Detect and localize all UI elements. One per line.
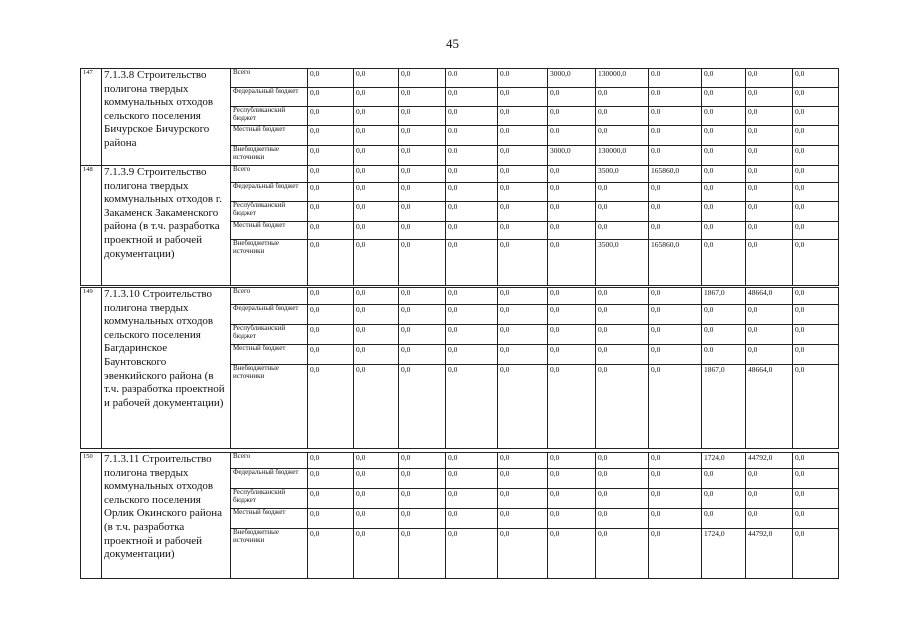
- amount-cell: 0,0: [498, 202, 548, 222]
- amount-cell: 0,0: [498, 345, 548, 365]
- amount-cell: 0,0: [308, 222, 354, 240]
- amount-cell: 0,0: [596, 365, 649, 449]
- amount-cell: 0,0: [596, 202, 649, 222]
- amount-cell: 0,0: [308, 529, 354, 579]
- amount-cell: 0,0: [354, 469, 399, 489]
- amount-cell: 0,0: [793, 305, 839, 325]
- amount-cell: 0,0: [548, 166, 596, 183]
- amount-cell: 165860,0: [649, 240, 702, 286]
- amount-cell: 0,0: [308, 146, 354, 166]
- amount-cell: 0.0: [649, 126, 702, 146]
- funding-source: Федеральный бюджет: [231, 88, 308, 107]
- amount-cell: 0,0: [446, 240, 498, 286]
- amount-cell: 0,0: [793, 126, 839, 146]
- amount-cell: 0,0: [399, 345, 446, 365]
- amount-cell: 0,0: [548, 305, 596, 325]
- funding-row: [81, 288, 839, 305]
- amount-cell: 0,0: [793, 453, 839, 469]
- amount-cell: 3000,0: [548, 69, 596, 88]
- amount-cell: 0,0: [446, 166, 498, 183]
- amount-cell: 0,0: [548, 469, 596, 489]
- amount-cell: 0,0: [446, 107, 498, 126]
- amount-cell: 0,0: [446, 288, 498, 305]
- amount-cell: 0,0: [354, 146, 399, 166]
- amount-cell: 0,0: [746, 183, 793, 202]
- amount-cell: 0,0: [596, 325, 649, 345]
- amount-cell: 0,0: [354, 88, 399, 107]
- amount-cell: 0.0: [446, 146, 498, 166]
- amount-cell: 0,0: [746, 345, 793, 365]
- amount-cell: 0,0: [399, 166, 446, 183]
- amount-cell: 0,0: [498, 325, 548, 345]
- amount-cell: 0,0: [793, 469, 839, 489]
- amount-cell: 0,0: [399, 365, 446, 449]
- amount-cell: 0,0: [793, 202, 839, 222]
- amount-cell: 0,0: [548, 325, 596, 345]
- amount-cell: 0,0: [446, 222, 498, 240]
- amount-cell: 0,0: [793, 529, 839, 579]
- amount-cell: 0,0: [702, 305, 746, 325]
- amount-cell: 1724,0: [702, 453, 746, 469]
- amount-cell: 0,0: [308, 183, 354, 202]
- amount-cell: 0,0: [354, 489, 399, 509]
- row-number: 150: [81, 453, 102, 579]
- amount-cell: 0,0: [746, 146, 793, 166]
- project-group-table: [80, 68, 839, 166]
- amount-cell: 0,0: [399, 183, 446, 202]
- amount-cell: 1867,0: [702, 365, 746, 449]
- amount-cell: 0,0: [793, 88, 839, 107]
- row-number: 149: [81, 288, 102, 449]
- amount-cell: 0,0: [308, 69, 354, 88]
- funding-source: Федеральный бюджет: [231, 305, 308, 325]
- amount-cell: 0,0: [308, 240, 354, 286]
- amount-cell: 0,0: [649, 202, 702, 222]
- amount-cell: 0,0: [596, 183, 649, 202]
- amount-cell: 0,0: [308, 88, 354, 107]
- amount-cell: 0,0: [548, 345, 596, 365]
- amount-cell: 0,0: [596, 107, 649, 126]
- amount-cell: 0,0: [446, 453, 498, 469]
- amount-cell: 0,0: [746, 88, 793, 107]
- amount-cell: 0,0: [548, 202, 596, 222]
- amount-cell: 0,0: [596, 126, 649, 146]
- amount-cell: 0,0: [354, 126, 399, 146]
- project-description: 7.1.3.10 Строительство полигона твердых коммунальных отходов сельского поселения Багдаринское Баунтовского эвенкийского района (в т.ч. разработка проектной и рабочей документации): [102, 288, 231, 449]
- amount-cell: 0,0: [548, 489, 596, 509]
- amount-cell: 0,0: [498, 509, 548, 529]
- amount-cell: 0,0: [702, 325, 746, 345]
- amount-cell: 0,0: [596, 509, 649, 529]
- amount-cell: 0,0: [498, 107, 548, 126]
- amount-cell: 0,0: [548, 107, 596, 126]
- amount-cell: 0,0: [308, 202, 354, 222]
- amount-cell: 0,0: [649, 222, 702, 240]
- amount-cell: 0,0: [746, 325, 793, 345]
- amount-cell: 0,0: [498, 222, 548, 240]
- amount-cell: 0,0: [399, 469, 446, 489]
- amount-cell: 0,0: [548, 88, 596, 107]
- amount-cell: 0,0: [446, 345, 498, 365]
- funding-source: Местный бюджет: [231, 222, 308, 240]
- amount-cell: 0,0: [793, 288, 839, 305]
- amount-cell: 0,0: [354, 183, 399, 202]
- amount-cell: 0.0: [649, 146, 702, 166]
- amount-cell: 0.0: [498, 69, 548, 88]
- amount-cell: 0,0: [354, 345, 399, 365]
- amount-cell: 0,0: [793, 222, 839, 240]
- amount-cell: 0,0: [702, 183, 746, 202]
- amount-cell: 0,0: [308, 509, 354, 529]
- amount-cell: 165860,0: [649, 166, 702, 183]
- amount-cell: 0,0: [498, 529, 548, 579]
- amount-cell: 0,0: [354, 222, 399, 240]
- amount-cell: 0,0: [399, 529, 446, 579]
- amount-cell: 0,0: [649, 509, 702, 529]
- funding-source: Федеральный бюджет: [231, 469, 308, 489]
- amount-cell: 0,0: [446, 489, 498, 509]
- amount-cell: 0.0: [446, 126, 498, 146]
- amount-cell: 0,0: [498, 166, 548, 183]
- project-description: 7.1.3.9 Строительство полигона твердых коммунальных отходов г. Закаменск Закаменского района (в т.ч. разработка проектной и рабочей документации): [102, 166, 231, 286]
- amount-cell: 0,0: [596, 345, 649, 365]
- amount-cell: 0,0: [649, 365, 702, 449]
- amount-cell: 0,0: [498, 288, 548, 305]
- amount-cell: 44792,0: [746, 529, 793, 579]
- amount-cell: 0,0: [446, 202, 498, 222]
- amount-cell: 0,0: [746, 166, 793, 183]
- amount-cell: 1867,0: [702, 288, 746, 305]
- amount-cell: 0,0: [308, 469, 354, 489]
- funding-row: [81, 166, 839, 183]
- amount-cell: 0,0: [649, 325, 702, 345]
- amount-cell: 0.0: [548, 126, 596, 146]
- amount-cell: 0,0: [354, 107, 399, 126]
- row-number: 148: [81, 166, 102, 286]
- amount-cell: 0.0: [649, 69, 702, 88]
- amount-cell: 0,0: [793, 509, 839, 529]
- amount-cell: 0,0: [498, 240, 548, 286]
- amount-cell: 0,0: [308, 305, 354, 325]
- amount-cell: 0,0: [548, 183, 596, 202]
- amount-cell: 0,0: [354, 240, 399, 286]
- amount-cell: 0,0: [793, 325, 839, 345]
- amount-cell: 1724,0: [702, 529, 746, 579]
- amount-cell: 0,0: [498, 469, 548, 489]
- amount-cell: 0.0: [498, 126, 548, 146]
- funding-source: Республиканский бюджет: [231, 325, 308, 345]
- funding-row: [81, 69, 839, 88]
- project-group-table: [80, 287, 839, 449]
- amount-cell: 0,0: [793, 107, 839, 126]
- amount-cell: 0,0: [548, 240, 596, 286]
- amount-cell: 0,0: [746, 69, 793, 88]
- amount-cell: 0,0: [702, 69, 746, 88]
- project-description: 7.1.3.11 Строительство полигона твердых коммунальных отходов сельского поселения Орлик Окинского района (в т.ч. разработка проектной и рабочей документации): [102, 453, 231, 579]
- project-group-table: [80, 452, 839, 579]
- project-description: 7.1.3.8 Строительство полигона твердых коммунальных отходов сельского поселения Бичурское Бичурского района: [102, 69, 231, 166]
- amount-cell: 0,0: [354, 365, 399, 449]
- amount-cell: 0,0: [446, 509, 498, 529]
- amount-cell: 0,0: [399, 509, 446, 529]
- amount-cell: 0,0: [548, 222, 596, 240]
- funding-source: Всего: [231, 453, 308, 469]
- funding-source: Местный бюджет: [231, 509, 308, 529]
- amount-cell: 0,0: [702, 166, 746, 183]
- amount-cell: 0,0: [399, 489, 446, 509]
- amount-cell: 0.0: [702, 107, 746, 126]
- amount-cell: 0,0: [596, 88, 649, 107]
- amount-cell: 0,0: [308, 288, 354, 305]
- amount-cell: 0,0: [446, 529, 498, 579]
- amount-cell: 0,0: [548, 509, 596, 529]
- amount-cell: 0,0: [793, 69, 839, 88]
- amount-cell: 0,0: [596, 453, 649, 469]
- amount-cell: 0,0: [793, 166, 839, 183]
- amount-cell: 0,0: [498, 146, 548, 166]
- amount-cell: 0,0: [308, 453, 354, 469]
- amount-cell: 0,0: [354, 529, 399, 579]
- amount-cell: 0,0: [399, 240, 446, 286]
- amount-cell: 0.0: [702, 345, 746, 365]
- amount-cell: 3500,0: [596, 240, 649, 286]
- amount-cell: 0,0: [446, 305, 498, 325]
- amount-cell: 0,0: [596, 222, 649, 240]
- amount-cell: 0,0: [399, 325, 446, 345]
- amount-cell: 0,0: [702, 126, 746, 146]
- amount-cell: 0,0: [649, 469, 702, 489]
- amount-cell: 0,0: [498, 183, 548, 202]
- page-number: 45: [446, 36, 459, 51]
- amount-cell: 0,0: [649, 529, 702, 579]
- amount-cell: 0,0: [649, 489, 702, 509]
- amount-cell: 0,0: [793, 183, 839, 202]
- amount-cell: 0,0: [793, 489, 839, 509]
- amount-cell: 130000,0: [596, 146, 649, 166]
- funding-row: [81, 453, 839, 469]
- amount-cell: 0,0: [399, 305, 446, 325]
- funding-source: Внебюджетные источники: [231, 529, 308, 579]
- funding-source: Внебюджетные источники: [231, 146, 308, 166]
- amount-cell: 0,0: [446, 365, 498, 449]
- amount-cell: 0,0: [354, 305, 399, 325]
- project-group-table: [80, 165, 839, 286]
- amount-cell: 0,0: [746, 107, 793, 126]
- amount-cell: 0,0: [354, 453, 399, 469]
- amount-cell: 48664,0: [746, 365, 793, 449]
- amount-cell: 0,0: [746, 202, 793, 222]
- amount-cell: 0,0: [399, 222, 446, 240]
- funding-source: Внебюджетные источники: [231, 365, 308, 449]
- amount-cell: 0,0: [399, 126, 446, 146]
- amount-cell: 0,0: [308, 126, 354, 146]
- amount-cell: 0,0: [399, 453, 446, 469]
- amount-cell: 0,0: [746, 240, 793, 286]
- amount-cell: 0,0: [498, 453, 548, 469]
- amount-cell: 48664,0: [746, 288, 793, 305]
- amount-cell: 0,0: [702, 240, 746, 286]
- funding-source: Местный бюджет: [231, 126, 308, 146]
- amount-cell: 0,0: [399, 69, 446, 88]
- amount-cell: 130000,0: [596, 69, 649, 88]
- amount-cell: 0,0: [446, 88, 498, 107]
- funding-source: Всего: [231, 288, 308, 305]
- amount-cell: 0,0: [308, 365, 354, 449]
- amount-cell: 0,0: [702, 469, 746, 489]
- amount-cell: 0,0: [308, 107, 354, 126]
- amount-cell: 0.0: [649, 88, 702, 107]
- amount-cell: 0,0: [548, 365, 596, 449]
- amount-cell: 0,0: [702, 222, 746, 240]
- amount-cell: 0,0: [354, 69, 399, 88]
- amount-cell: 0,0: [399, 146, 446, 166]
- amount-cell: 0,0: [649, 183, 702, 202]
- amount-cell: 0,0: [354, 166, 399, 183]
- funding-source: Всего: [231, 69, 308, 88]
- amount-cell: 0,0: [746, 222, 793, 240]
- amount-cell: 0,0: [746, 469, 793, 489]
- amount-cell: 0,0: [596, 489, 649, 509]
- amount-cell: 0,0: [596, 469, 649, 489]
- amount-cell: 0,0: [308, 345, 354, 365]
- amount-cell: 0,0: [399, 88, 446, 107]
- amount-cell: 0,0: [649, 453, 702, 469]
- amount-cell: 0,0: [399, 202, 446, 222]
- funding-source: Республиканский бюджет: [231, 489, 308, 509]
- amount-cell: 0,0: [746, 305, 793, 325]
- amount-cell: 0,0: [308, 489, 354, 509]
- funding-source: Федеральный бюджет: [231, 183, 308, 202]
- amount-cell: 0,0: [308, 166, 354, 183]
- amount-cell: 0,0: [399, 107, 446, 126]
- amount-cell: 0,0: [596, 305, 649, 325]
- amount-cell: 0.0: [446, 69, 498, 88]
- amount-cell: 0,0: [548, 453, 596, 469]
- amount-cell: 0,0: [498, 88, 548, 107]
- amount-cell: 0,0: [399, 288, 446, 305]
- amount-cell: 0,0: [498, 489, 548, 509]
- amount-cell: 0,0: [446, 183, 498, 202]
- amount-cell: 0,0: [702, 146, 746, 166]
- funding-source: Республиканский бюджет: [231, 107, 308, 126]
- amount-cell: 3000,0: [548, 146, 596, 166]
- amount-cell: 0,0: [548, 288, 596, 305]
- amount-cell: 0,0: [354, 325, 399, 345]
- amount-cell: 0,0: [793, 240, 839, 286]
- amount-cell: 0,0: [649, 288, 702, 305]
- funding-source: Республиканский бюджет: [231, 202, 308, 222]
- amount-cell: 0,0: [548, 529, 596, 579]
- amount-cell: 0,0: [308, 325, 354, 345]
- amount-cell: 0,0: [649, 345, 702, 365]
- amount-cell: 0,0: [746, 509, 793, 529]
- amount-cell: 0,0: [649, 305, 702, 325]
- amount-cell: 0.0: [649, 107, 702, 126]
- amount-cell: 0,0: [446, 469, 498, 489]
- amount-cell: 0,0: [596, 529, 649, 579]
- amount-cell: 0,0: [746, 489, 793, 509]
- amount-cell: 3500,0: [596, 166, 649, 183]
- amount-cell: 0,0: [354, 202, 399, 222]
- amount-cell: 0,0: [702, 509, 746, 529]
- amount-cell: 0,0: [702, 489, 746, 509]
- amount-cell: 0,0: [354, 509, 399, 529]
- amount-cell: 0,0: [746, 126, 793, 146]
- amount-cell: 0,0: [793, 146, 839, 166]
- funding-source: Всего: [231, 166, 308, 183]
- amount-cell: 44792,0: [746, 453, 793, 469]
- amount-cell: 0,0: [498, 365, 548, 449]
- amount-cell: 0,0: [596, 288, 649, 305]
- amount-cell: 0,0: [702, 88, 746, 107]
- amount-cell: 0,0: [793, 345, 839, 365]
- amount-cell: 0,0: [354, 288, 399, 305]
- amount-cell: 0,0: [446, 325, 498, 345]
- amount-cell: 0,0: [702, 202, 746, 222]
- funding-source: Местный бюджет: [231, 345, 308, 365]
- amount-cell: 0,0: [793, 365, 839, 449]
- amount-cell: 0,0: [498, 305, 548, 325]
- funding-source: Внебюджетные источники: [231, 240, 308, 286]
- row-number: 147: [81, 69, 102, 166]
